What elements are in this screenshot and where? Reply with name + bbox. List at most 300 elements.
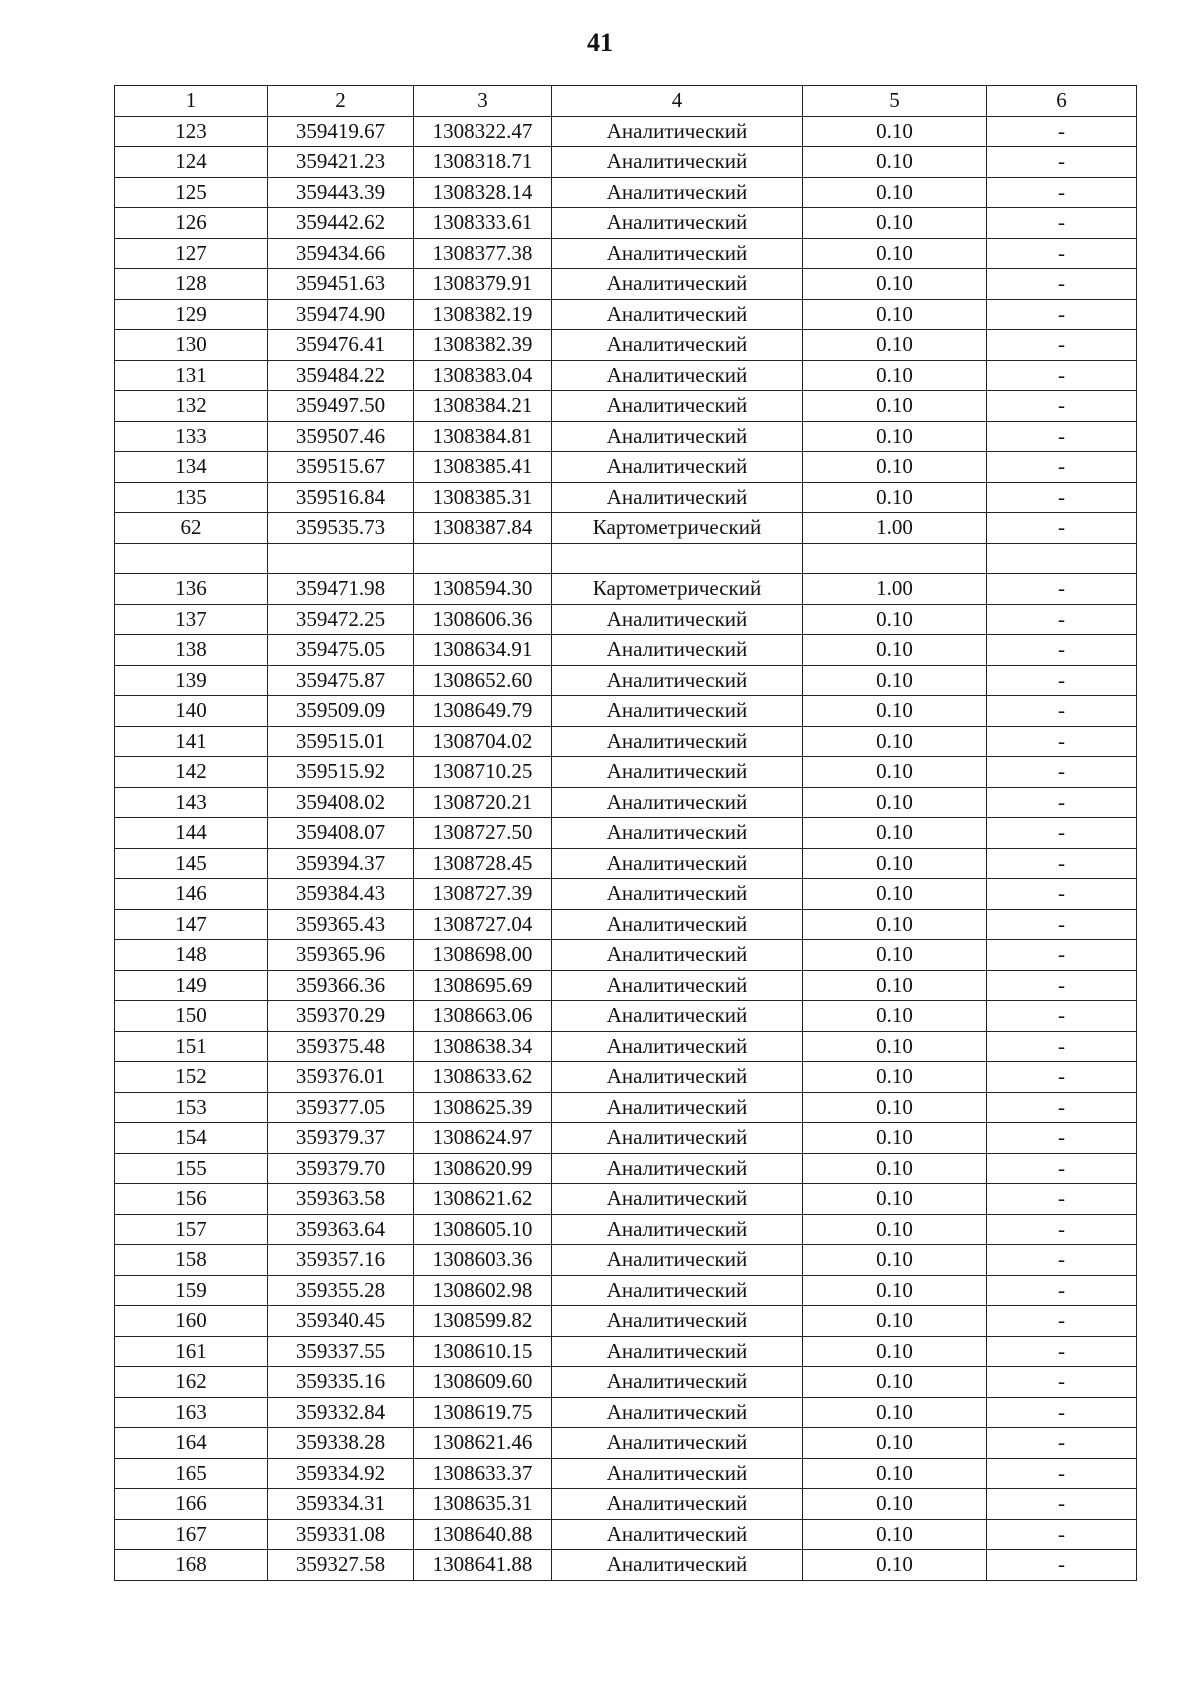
table-row <box>115 1214 1137 1245</box>
table-cell-col-2: 359394.37 <box>268 848 414 879</box>
table-cell-col-5: 0.10 <box>803 1458 987 1489</box>
table-cell-col-3: 1308594.30 <box>414 574 552 605</box>
table-cell-col-5: 0.10 <box>803 604 987 635</box>
table-cell-col-3: 1308383.04 <box>414 360 552 391</box>
table-cell-col-4: Аналитический <box>552 1397 803 1428</box>
table-row <box>115 177 1137 208</box>
table-cell-col-3: 1308727.50 <box>414 818 552 849</box>
table-cell-col-6: - <box>987 299 1137 330</box>
table-cell-col-5: 0.10 <box>803 482 987 513</box>
table-cell-col-3: 1308633.62 <box>414 1062 552 1093</box>
table-cell-col-5: 0.10 <box>803 299 987 330</box>
table-row <box>115 604 1137 635</box>
table-cell-col-1: 136 <box>115 574 268 605</box>
table-cell-col-4: Аналитический <box>552 147 803 178</box>
table-row <box>115 848 1137 879</box>
table-cell-col-1: 126 <box>115 208 268 239</box>
table-cell-col-4: Аналитический <box>552 330 803 361</box>
table-cell-col-5: 0.10 <box>803 1184 987 1215</box>
table-cell-col-6: - <box>987 1550 1137 1581</box>
table-cell-col-4: Аналитический <box>552 1062 803 1093</box>
table-cell-col-4: Аналитический <box>552 1428 803 1459</box>
table-body <box>115 116 1137 1580</box>
table-cell-col-3: 1308638.34 <box>414 1031 552 1062</box>
table-row <box>115 238 1137 269</box>
table-header <box>115 86 1137 117</box>
table-cell-col-5: 0.10 <box>803 1062 987 1093</box>
table-cell-col-4: Аналитический <box>552 1153 803 1184</box>
table-cell-col-2: 359515.67 <box>268 452 414 483</box>
table-cell-col-4: Картометрический <box>552 574 803 605</box>
table-cell-col-3: 1308333.61 <box>414 208 552 239</box>
table-row <box>115 574 1137 605</box>
table-row <box>115 787 1137 818</box>
table-cell-col-1: 164 <box>115 1428 268 1459</box>
table-cell-col-4: Аналитический <box>552 757 803 788</box>
table-cell-col-5: 0.10 <box>803 1550 987 1581</box>
table-cell-col-3: 1308602.98 <box>414 1275 552 1306</box>
table-cell-col-2: 359331.08 <box>268 1519 414 1550</box>
table-cell-col-3: 1308384.21 <box>414 391 552 422</box>
table-cell-col-3 <box>414 543 552 574</box>
table-cell-col-2: 359327.58 <box>268 1550 414 1581</box>
table-cell-col-2: 359472.25 <box>268 604 414 635</box>
table-cell-col-1: 137 <box>115 604 268 635</box>
table-cell-col-5 <box>803 543 987 574</box>
table-cell-col-2: 359375.48 <box>268 1031 414 1062</box>
table-cell-col-2: 359379.37 <box>268 1123 414 1154</box>
table-cell-col-3: 1308377.38 <box>414 238 552 269</box>
table-cell-col-4: Аналитический <box>552 1336 803 1367</box>
table-cell-col-4: Аналитический <box>552 1031 803 1062</box>
table-row <box>115 1367 1137 1398</box>
table-cell-col-1 <box>115 543 268 574</box>
table-cell-col-6: - <box>987 147 1137 178</box>
table-cell-col-3: 1308603.36 <box>414 1245 552 1276</box>
table-row <box>115 726 1137 757</box>
table-cell-col-6: - <box>987 1184 1137 1215</box>
table-cell-col-3: 1308727.04 <box>414 909 552 940</box>
table-row <box>115 1092 1137 1123</box>
table-cell-col-2: 359366.36 <box>268 970 414 1001</box>
table-cell-col-2: 359355.28 <box>268 1275 414 1306</box>
table-cell-col-2: 359515.92 <box>268 757 414 788</box>
table-cell-col-5: 1.00 <box>803 574 987 605</box>
table-cell-col-4: Аналитический <box>552 421 803 452</box>
table-row <box>115 635 1137 666</box>
table-cell-col-3: 1308619.75 <box>414 1397 552 1428</box>
table-cell-col-1: 141 <box>115 726 268 757</box>
table-cell-col-3: 1308599.82 <box>414 1306 552 1337</box>
table-cell-col-3: 1308635.31 <box>414 1489 552 1520</box>
table-cell-col-3: 1308649.79 <box>414 696 552 727</box>
table-cell-col-6: - <box>987 726 1137 757</box>
table-cell-col-2: 359357.16 <box>268 1245 414 1276</box>
table-row <box>115 208 1137 239</box>
table-row <box>115 513 1137 544</box>
table-cell-col-4: Аналитический <box>552 482 803 513</box>
table-cell-col-3: 1308728.45 <box>414 848 552 879</box>
table-cell-col-5: 0.10 <box>803 1428 987 1459</box>
table-cell-col-5: 0.10 <box>803 452 987 483</box>
table-cell-col-6: - <box>987 1275 1137 1306</box>
table-row <box>115 879 1137 910</box>
table-cell-col-6: - <box>987 482 1137 513</box>
table-cell-col-1: 157 <box>115 1214 268 1245</box>
table-cell-col-2: 359475.87 <box>268 665 414 696</box>
table-cell-col-2: 359334.92 <box>268 1458 414 1489</box>
table-cell-col-6: - <box>987 177 1137 208</box>
table-cell-col-6: - <box>987 1214 1137 1245</box>
table-row <box>115 970 1137 1001</box>
table-cell-col-6: - <box>987 848 1137 879</box>
header-cell-1: 1 <box>115 86 268 117</box>
table-cell-col-2: 359419.67 <box>268 116 414 147</box>
table-cell-col-2: 359332.84 <box>268 1397 414 1428</box>
table-cell-col-2: 359408.02 <box>268 787 414 818</box>
table-cell-col-5: 0.10 <box>803 116 987 147</box>
table-cell-col-6: - <box>987 1001 1137 1032</box>
table-cell-col-5: 0.10 <box>803 1336 987 1367</box>
table-cell-col-1: 139 <box>115 665 268 696</box>
table-cell-col-3: 1308382.39 <box>414 330 552 361</box>
table-cell-col-1: 159 <box>115 1275 268 1306</box>
table-row <box>115 696 1137 727</box>
table-cell-col-1: 128 <box>115 269 268 300</box>
table-cell-col-4: Аналитический <box>552 1123 803 1154</box>
table-cell-col-6: - <box>987 1519 1137 1550</box>
table-row <box>115 116 1137 147</box>
table-cell-col-5: 0.10 <box>803 360 987 391</box>
table-row <box>115 330 1137 361</box>
table-cell-col-1: 161 <box>115 1336 268 1367</box>
table-row <box>115 1001 1137 1032</box>
table-cell-col-5: 0.10 <box>803 970 987 1001</box>
table-cell-col-6: - <box>987 1367 1137 1398</box>
table-row <box>115 665 1137 696</box>
table-cell-col-4: Аналитический <box>552 1458 803 1489</box>
table-cell-col-3: 1308610.15 <box>414 1336 552 1367</box>
table-cell-col-3: 1308605.10 <box>414 1214 552 1245</box>
table-cell-col-5: 0.10 <box>803 696 987 727</box>
table-cell-col-5: 0.10 <box>803 269 987 300</box>
table-cell-col-1: 162 <box>115 1367 268 1398</box>
table-cell-col-4: Аналитический <box>552 665 803 696</box>
table-row <box>115 818 1137 849</box>
table-cell-col-5: 0.10 <box>803 1092 987 1123</box>
table-cell-col-2 <box>268 543 414 574</box>
table-cell-col-4: Аналитический <box>552 299 803 330</box>
table-cell-col-1: 124 <box>115 147 268 178</box>
table-cell-col-6: - <box>987 1123 1137 1154</box>
table-row <box>115 1336 1137 1367</box>
table-cell-col-6: - <box>987 1428 1137 1459</box>
table-cell-col-2: 359474.90 <box>268 299 414 330</box>
table-cell-col-2: 359434.66 <box>268 238 414 269</box>
table-cell-col-2: 359370.29 <box>268 1001 414 1032</box>
table-cell-col-4: Аналитический <box>552 208 803 239</box>
table-cell-col-4: Аналитический <box>552 391 803 422</box>
table-cell-col-6 <box>987 543 1137 574</box>
table-cell-col-2: 359421.23 <box>268 147 414 178</box>
table-cell-col-1: 143 <box>115 787 268 818</box>
table-cell-col-3: 1308625.39 <box>414 1092 552 1123</box>
table-cell-col-6: - <box>987 696 1137 727</box>
table-cell-col-6: - <box>987 1458 1137 1489</box>
table-cell-col-4: Аналитический <box>552 1306 803 1337</box>
table-cell-col-2: 359475.05 <box>268 635 414 666</box>
table-cell-col-4: Аналитический <box>552 269 803 300</box>
table-cell-col-5: 0.10 <box>803 1245 987 1276</box>
table-cell-col-6: - <box>987 1489 1137 1520</box>
table-cell-col-4: Аналитический <box>552 909 803 940</box>
table-cell-col-6: - <box>987 360 1137 391</box>
table-cell-col-2: 359376.01 <box>268 1062 414 1093</box>
table-cell-col-2: 359334.31 <box>268 1489 414 1520</box>
table-cell-col-2: 359363.58 <box>268 1184 414 1215</box>
table-cell-col-4: Аналитический <box>552 787 803 818</box>
table-cell-col-6: - <box>987 1245 1137 1276</box>
table-cell-col-1: 165 <box>115 1458 268 1489</box>
table-cell-col-1: 138 <box>115 635 268 666</box>
table-cell-col-1: 130 <box>115 330 268 361</box>
table-cell-col-2: 359476.41 <box>268 330 414 361</box>
coordinates-table <box>114 85 1137 1581</box>
table-cell-col-5: 0.10 <box>803 665 987 696</box>
table-cell-col-5: 0.10 <box>803 1306 987 1337</box>
table-cell-col-4: Аналитический <box>552 116 803 147</box>
table-cell-col-3: 1308663.06 <box>414 1001 552 1032</box>
table-cell-col-3: 1308382.19 <box>414 299 552 330</box>
table-cell-col-6: - <box>987 879 1137 910</box>
table-cell-col-4: Аналитический <box>552 818 803 849</box>
table-cell-col-2: 359484.22 <box>268 360 414 391</box>
table-cell-col-2: 359340.45 <box>268 1306 414 1337</box>
table-cell-col-2: 359365.43 <box>268 909 414 940</box>
table-cell-col-5: 0.10 <box>803 391 987 422</box>
table-cell-col-5: 0.10 <box>803 635 987 666</box>
table-cell-col-1: 153 <box>115 1092 268 1123</box>
table-cell-col-3: 1308609.60 <box>414 1367 552 1398</box>
table-cell-col-1: 158 <box>115 1245 268 1276</box>
table-cell-col-3: 1308385.41 <box>414 452 552 483</box>
table-cell-col-6: - <box>987 940 1137 971</box>
table-row <box>115 421 1137 452</box>
table-cell-col-1: 148 <box>115 940 268 971</box>
header-cell-3: 3 <box>414 86 552 117</box>
table-row <box>115 909 1137 940</box>
table-row <box>115 1123 1137 1154</box>
page-number: 41 <box>587 28 613 57</box>
table-cell-col-1: 168 <box>115 1550 268 1581</box>
table-cell-col-1: 151 <box>115 1031 268 1062</box>
header-cell-4: 4 <box>552 86 803 117</box>
table-cell-col-2: 359471.98 <box>268 574 414 605</box>
table-cell-col-5: 0.10 <box>803 757 987 788</box>
table-cell-col-6: - <box>987 391 1137 422</box>
table-cell-col-2: 359443.39 <box>268 177 414 208</box>
table-cell-col-3: 1308704.02 <box>414 726 552 757</box>
table-cell-col-3: 1308322.47 <box>414 116 552 147</box>
table-cell-col-5: 0.10 <box>803 818 987 849</box>
table-row <box>115 1397 1137 1428</box>
table-cell-col-1: 145 <box>115 848 268 879</box>
table-cell-col-4: Аналитический <box>552 1275 803 1306</box>
table-cell-col-2: 359335.16 <box>268 1367 414 1398</box>
table-row <box>115 147 1137 178</box>
table-cell-col-4: Аналитический <box>552 1001 803 1032</box>
table-cell-col-3: 1308621.46 <box>414 1428 552 1459</box>
table-cell-col-5: 0.10 <box>803 330 987 361</box>
table-cell-col-2: 359507.46 <box>268 421 414 452</box>
table-cell-col-4: Картометрический <box>552 513 803 544</box>
table-cell-col-2: 359365.96 <box>268 940 414 971</box>
table-cell-col-1: 166 <box>115 1489 268 1520</box>
table-cell-col-6: - <box>987 635 1137 666</box>
table-cell-col-2: 359408.07 <box>268 818 414 849</box>
table-cell-col-1: 150 <box>115 1001 268 1032</box>
table-cell-col-6: - <box>987 818 1137 849</box>
table-cell-col-4: Аналитический <box>552 726 803 757</box>
table-cell-col-1: 154 <box>115 1123 268 1154</box>
table-cell-col-6: - <box>987 1336 1137 1367</box>
table-cell-col-5: 0.10 <box>803 1214 987 1245</box>
table-cell-col-2: 359379.70 <box>268 1153 414 1184</box>
table-row <box>115 757 1137 788</box>
table-cell-col-6: - <box>987 604 1137 635</box>
table-cell-col-2: 359516.84 <box>268 482 414 513</box>
table-cell-col-5: 0.10 <box>803 1367 987 1398</box>
table-cell-col-5: 0.10 <box>803 1123 987 1154</box>
table-cell-col-1: 132 <box>115 391 268 422</box>
table-cell-col-4: Аналитический <box>552 940 803 971</box>
table-cell-col-4: Аналитический <box>552 1550 803 1581</box>
table-row <box>115 299 1137 330</box>
table-row <box>115 1550 1137 1581</box>
table-cell-col-2: 359377.05 <box>268 1092 414 1123</box>
table-cell-col-6: - <box>987 269 1137 300</box>
table-cell-col-6: - <box>987 574 1137 605</box>
table-cell-col-1: 156 <box>115 1184 268 1215</box>
table-cell-col-6: - <box>987 330 1137 361</box>
table-cell-col-3: 1308328.14 <box>414 177 552 208</box>
table-cell-col-5: 0.10 <box>803 1001 987 1032</box>
table-cell-col-3: 1308720.21 <box>414 787 552 818</box>
table-row <box>115 1153 1137 1184</box>
table-cell-col-4: Аналитический <box>552 1367 803 1398</box>
table-cell-col-1: 152 <box>115 1062 268 1093</box>
table-row <box>115 1031 1137 1062</box>
table-row <box>115 269 1137 300</box>
table-cell-col-5: 0.10 <box>803 909 987 940</box>
table-cell-col-5: 0.10 <box>803 787 987 818</box>
table-cell-col-5: 0.10 <box>803 208 987 239</box>
table-cell-col-5: 0.10 <box>803 1275 987 1306</box>
table-row <box>115 1062 1137 1093</box>
table-cell-col-1: 163 <box>115 1397 268 1428</box>
table-row <box>115 360 1137 391</box>
table-cell-col-1: 147 <box>115 909 268 940</box>
table-cell-col-4: Аналитический <box>552 1489 803 1520</box>
table-cell-col-4: Аналитический <box>552 1214 803 1245</box>
header-cell-2: 2 <box>268 86 414 117</box>
table-row <box>115 1458 1137 1489</box>
table-cell-col-5: 0.10 <box>803 147 987 178</box>
table-cell-col-6: - <box>987 665 1137 696</box>
table-row <box>115 1306 1137 1337</box>
table-cell-col-1: 127 <box>115 238 268 269</box>
table-cell-col-1: 149 <box>115 970 268 1001</box>
table-cell-col-3: 1308640.88 <box>414 1519 552 1550</box>
table-row <box>115 1519 1137 1550</box>
table-row <box>115 1275 1137 1306</box>
table-cell-col-3: 1308641.88 <box>414 1550 552 1581</box>
table-cell-col-6: - <box>987 787 1137 818</box>
table-cell-col-5: 0.10 <box>803 940 987 971</box>
table-cell-col-4: Аналитический <box>552 635 803 666</box>
table-cell-col-3: 1308385.31 <box>414 482 552 513</box>
table-cell-col-6: - <box>987 1306 1137 1337</box>
table-cell-col-4: Аналитический <box>552 1519 803 1550</box>
table-cell-col-6: - <box>987 116 1137 147</box>
table-cell-col-3: 1308727.39 <box>414 879 552 910</box>
table-cell-col-4: Аналитический <box>552 604 803 635</box>
table-cell-col-1: 125 <box>115 177 268 208</box>
table-cell-col-1: 134 <box>115 452 268 483</box>
table-cell-col-5: 0.10 <box>803 1153 987 1184</box>
table-cell-col-4: Аналитический <box>552 238 803 269</box>
table-cell-col-6: - <box>987 970 1137 1001</box>
table-cell-col-1: 140 <box>115 696 268 727</box>
table-cell-col-6: - <box>987 757 1137 788</box>
table-cell-col-1: 123 <box>115 116 268 147</box>
table-row <box>115 391 1137 422</box>
header-row <box>115 86 1137 117</box>
table-cell-col-2: 359384.43 <box>268 879 414 910</box>
table-cell-col-4: Аналитический <box>552 452 803 483</box>
table-cell-col-3: 1308710.25 <box>414 757 552 788</box>
table-cell-col-4: Аналитический <box>552 848 803 879</box>
table-cell-col-6: - <box>987 1397 1137 1428</box>
table-cell-col-5: 0.10 <box>803 848 987 879</box>
table-row <box>115 1245 1137 1276</box>
table-cell-col-3: 1308652.60 <box>414 665 552 696</box>
header-cell-6: 6 <box>987 86 1137 117</box>
table-cell-col-3: 1308698.00 <box>414 940 552 971</box>
table-cell-col-3: 1308633.37 <box>414 1458 552 1489</box>
table-cell-col-1: 62 <box>115 513 268 544</box>
table-cell-col-5: 0.10 <box>803 726 987 757</box>
table-cell-col-4: Аналитический <box>552 177 803 208</box>
table-cell-col-6: - <box>987 909 1137 940</box>
table-cell-col-6: - <box>987 452 1137 483</box>
table-cell-col-2: 359451.63 <box>268 269 414 300</box>
table-cell-col-6: - <box>987 1031 1137 1062</box>
table-row <box>115 1184 1137 1215</box>
table-cell-col-2: 359509.09 <box>268 696 414 727</box>
table-cell-col-5: 0.10 <box>803 238 987 269</box>
table-cell-col-3: 1308634.91 <box>414 635 552 666</box>
table-row <box>115 452 1137 483</box>
table-cell-col-2: 359442.62 <box>268 208 414 239</box>
table-cell-col-2: 359338.28 <box>268 1428 414 1459</box>
table-cell-col-1: 160 <box>115 1306 268 1337</box>
table-cell-col-4: Аналитический <box>552 879 803 910</box>
table-cell-col-3: 1308695.69 <box>414 970 552 1001</box>
table-cell-col-1: 133 <box>115 421 268 452</box>
table-cell-col-5: 0.10 <box>803 1397 987 1428</box>
table-cell-col-5: 1.00 <box>803 513 987 544</box>
